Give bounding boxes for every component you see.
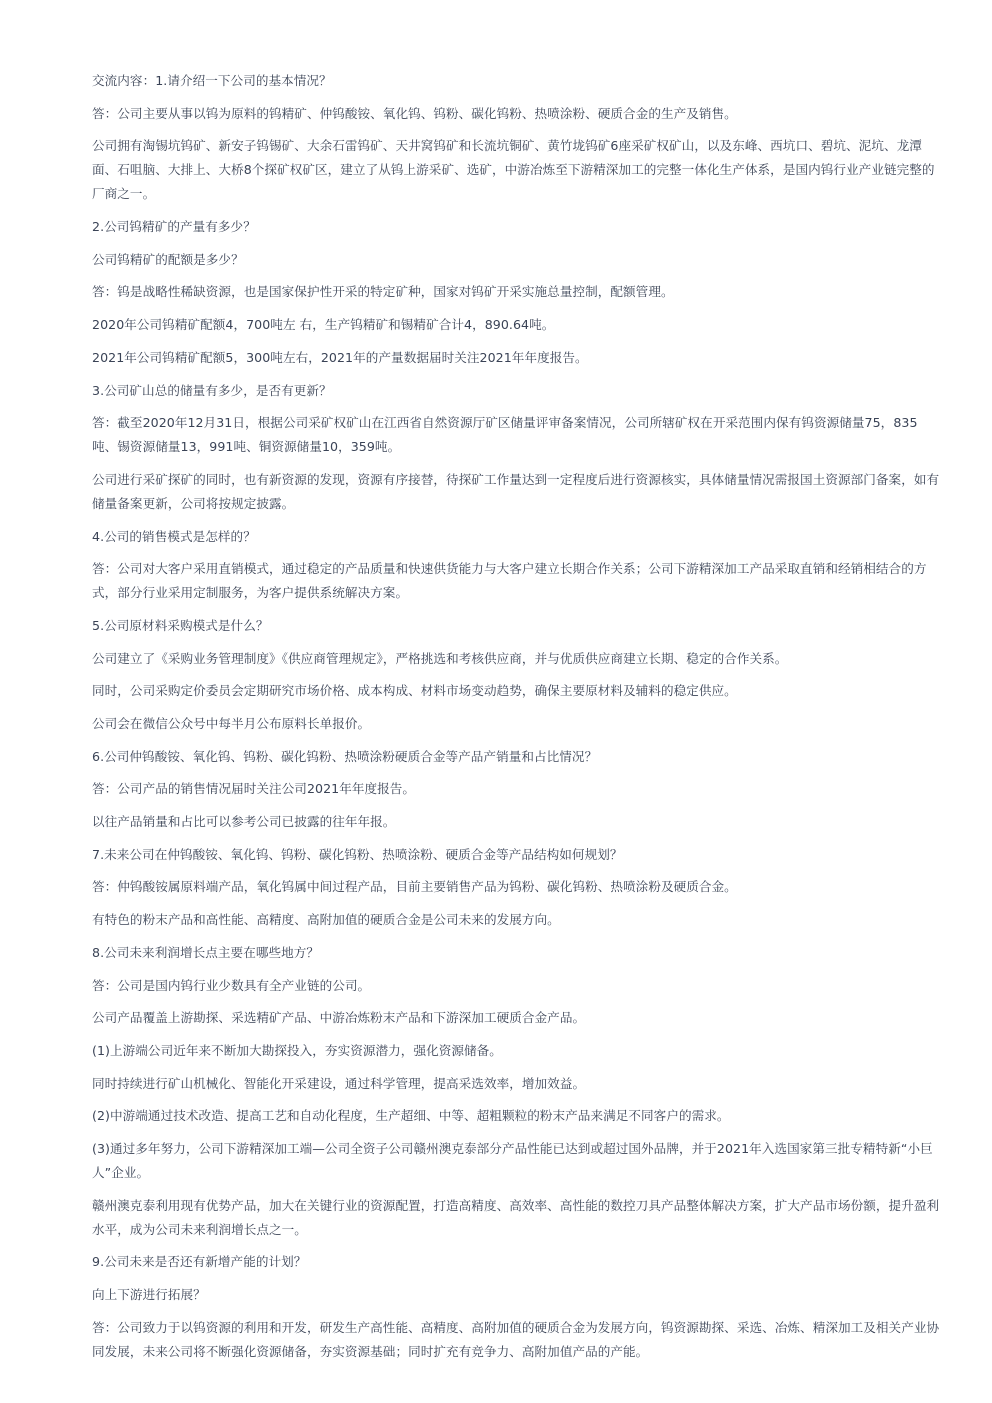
body-paragraph: 公司拥有淘锡坑钨矿、新安子钨锡矿、大余石雷钨矿、天井窝钨矿和长流坑铜矿、黄竹垅钨矿6座采矿权矿山，以及东峰、西坑口、碧坑、泥坑、龙潭面、石咀脑、大排上、大桥8个探矿权矿区，建立了从钨上游采矿、选矿，中游冶炼至下游精深加工的完整一体化生产体系，是国内钨行业产业链完整的厂商之一。 [92, 138, 935, 202]
answer-paragraph: 答：仲钨酸铵属原料端产品，氧化钨属中间过程产品，目前主要销售产品为钨粉、碳化钨粉、热喷涂粉及硬质合金。 [92, 879, 737, 895]
answer-paragraph: 答：公司致力于以钨资源的利用和开发，研发生产高性能、高精度、高附加值的硬质合金为发展方向，钨资源勘探、采选、冶炼、精深加工及相关产业协同发展，未来公司将不断强化资源储备，夯实资源基础；同时扩充有竞争力、高附加值产品的产能。 [92, 1319, 940, 1359]
question-heading: 5.公司原材料采购模式是什么？ [92, 617, 269, 633]
answer-paragraph: 答：公司主要从事以钨为原料的钨精矿、仲钨酸铵、氧化钨、钨粉、碳化钨粉、热喷涂粉、硬质合金的生产及销售。 [92, 105, 737, 121]
body-paragraph: (2)中游端通过技术改造、提高工艺和自动化程度，生产超细、中等、超粗颗粒的粉末产品来满足不同客户的需求。 [92, 1108, 730, 1124]
body-paragraph: 以往产品销量和占比可以参考公司已披露的往年年报。 [92, 814, 396, 830]
body-paragraph: 公司会在微信公众号中每半月公布原料长单报价。 [92, 716, 371, 731]
body-paragraph: (3)通过多年努力，公司下游精深加工端—公司全资子公司赣州澳克泰部分产品性能已达到或超过国外品牌，并于2021年入选国家第三批专精特新“小巨人”企业。 [92, 1140, 933, 1180]
question-heading: 4.公司的销售模式是怎样的？ [92, 528, 256, 544]
body-paragraph: 公司建立了《采购业务管理制度》《供应商管理规定》，严格挑选和考核供应商，并与优质供应商建立长期、稳定的合作关系。 [92, 650, 788, 666]
answer-paragraph: 答：公司是国内钨行业少数具有全产业链的公司。 [92, 977, 371, 993]
body-paragraph: 赣州澳克泰利用现有优势产品，加大在关键行业的资源配置，打造高精度、高效率、高性能的数控刀具产品整体解决方案，扩大产品市场份额，提升盈利水平，成为公司未来利润增长点之一。 [92, 1197, 940, 1237]
question-heading: 3.公司矿山总的储量有多少，是否有更新？ [92, 382, 332, 398]
question-heading: 向上下游进行拓展？ [92, 1287, 206, 1302]
intro-question: 交流内容：1.请介绍一下公司的基本情况？ [92, 73, 332, 88]
question-heading: 6.公司仲钨酸铵、氧化钨、钨粉、碳化钨粉、热喷涂粉硬质合金等产品产销量和占比情况？ [92, 748, 598, 764]
body-paragraph: (1)上游端公司近年来不断加大勘探投入，夯实资源潜力，强化资源储备。 [92, 1042, 502, 1058]
body-paragraph: 同时，公司采购定价委员会定期研究市场价格、成本构成、材料市场变动趋势，确保主要原材料及辅料的稳定供应。 [92, 683, 737, 699]
answer-paragraph: 答：截至2020年12月31日，根据公司采矿权矿山在江西省自然资源厅矿区储量评审备案情况，公司所辖矿权在开采范围内保有钨资源储量75，835吨、锡资源储量13，991吨、铜资源储量10，359吨。 [92, 415, 918, 455]
answer-paragraph: 答：钨是战略性稀缺资源，也是国家保护性开采的特定矿种，国家对钨矿开采实施总量控制，配额管理。 [92, 284, 674, 300]
document-body [92, 69, 942, 1372]
question-heading: 7.未来公司在仲钨酸铵、氧化钨、钨粉、碳化钨粉、热喷涂粉、硬质合金等产品结构如何规划？ [92, 846, 623, 862]
question-heading: 公司钨精矿的配额是多少？ [92, 251, 244, 267]
body-paragraph: 公司进行采矿探矿的同时，也有新资源的发现，资源有序接替，待探矿工作量达到一定程度后进行资源核实，具体储量情况需报国土资源部门备案，如有储量备案更新，公司将按规定披露。 [92, 471, 940, 511]
question-heading: 2.公司钨精矿的产量有多少？ [92, 219, 256, 235]
answer-paragraph: 答：公司对大客户采用直销模式，通过稳定的产品质量和快速供货能力与大客户建立长期合作关系；公司下游精深加工产品采取直销和经销相结合的方式，部分行业采用定制服务，为客户提供系统解决方案。 [92, 561, 927, 601]
answer-paragraph: 答：公司产品的销售情况届时关注公司2021年年度报告。 [92, 781, 416, 797]
body-paragraph: 2020年公司钨精矿配额4，700吨左 右，生产钨精矿和锡精矿合计4，890.64吨。 [92, 317, 555, 333]
question-heading: 9.公司未来是否还有新增产能的计划？ [92, 1254, 307, 1270]
body-paragraph: 公司产品覆盖上游勘探、采选精矿产品、中游冶炼粉末产品和下游深加工硬质合金产品。 [92, 1010, 586, 1026]
body-paragraph: 2021年公司钨精矿配额5，300吨左右，2021年的产量数据届时关注2021年年度报告。 [92, 349, 588, 365]
question-heading: 8.公司未来利润增长点主要在哪些地方？ [92, 944, 320, 960]
body-paragraph: 有特色的粉末产品和高性能、高精度、高附加值的硬质合金是公司未来的发展方向。 [92, 912, 560, 928]
body-paragraph: 同时持续进行矿山机械化、智能化开采建设，通过科学管理，提高采选效率，增加效益。 [92, 1075, 586, 1091]
